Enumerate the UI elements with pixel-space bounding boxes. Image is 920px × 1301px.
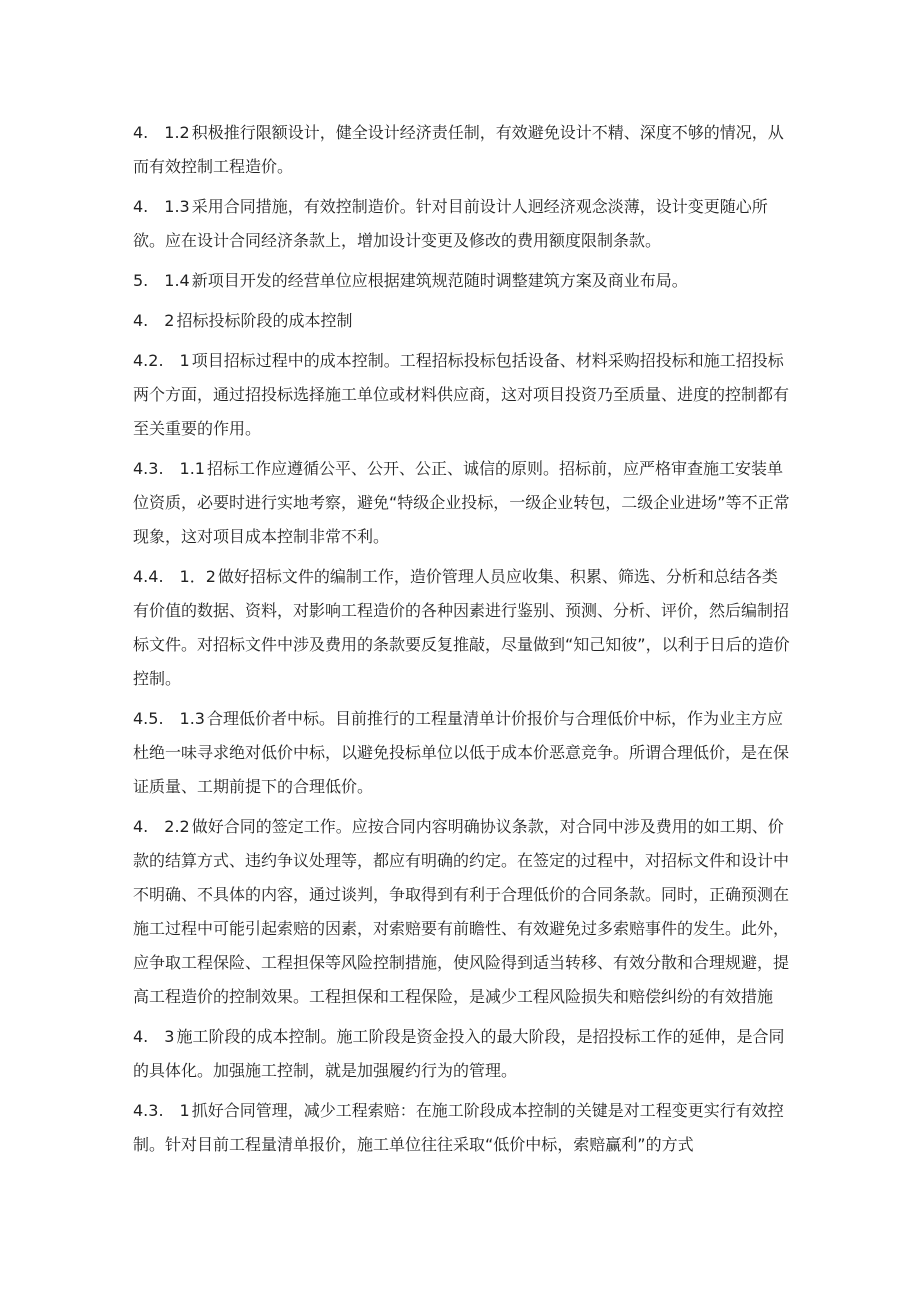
paragraph-text: 做好招标文件的编制工作，造价管理人员应收集、积累、筛选、分析和总结各类有价值的数据、资料，对影响工程造价的各种因素进行鉴别、预测、分析、评价，然后编制招标文件。对招标文件中涉及费用的条款要反复推敲，尽量做到“知己知彼”，以利于日后的造价控制。 (133, 567, 790, 688)
paragraph-number: 4. 1.3 (133, 197, 190, 216)
paragraph-4-2-1 (133, 344, 793, 446)
paragraph-5-1-4 (133, 264, 793, 298)
paragraph-4-2-2 (133, 810, 793, 1014)
paragraph-text: 采用合同措施，有效控制造价。针对目前设计人迥经济观念淡薄，设计变更随心所欲。应在设计合同经济条款上，增加设计变更及修改的费用额度限制条款。 (133, 197, 768, 250)
paragraph-number: 4. 3 (133, 1027, 175, 1046)
paragraph-number: 4. 2.2 (133, 817, 190, 836)
paragraph-number: 4.3. 1 (133, 1101, 190, 1120)
paragraph-text: 招标工作应遵循公平、公开、公正、诚信的原则。招标前，应严格审查施工安装单位资质，必要时进行实地考察，避免“特级企业投标，一级企业转包，二级企业进场”等不正常现象，这对项目成本控制非常不利。 (133, 459, 790, 546)
paragraph-number: 5. 1.4 (133, 271, 190, 290)
paragraph-text: 招标投标阶段的成本控制 (176, 311, 353, 330)
paragraph-number: 4.5. 1.3 (133, 709, 205, 728)
paragraph-number: 4. 1.2 (133, 123, 190, 142)
paragraph-number: 4. 2 (133, 311, 175, 330)
paragraph-text: 合理低价者中标。目前推行的工程量清单计价报价与合理低价中标，作为业主方应杜绝一味寻求绝对低价中标，以避免投标单位以低于成本价恶意竞争。所谓合理低价，是在保证质量、工期前提下的合理低价。 (133, 709, 790, 796)
paragraph-4-3 (133, 1020, 793, 1088)
paragraph-text: 项目招标过程中的成本控制。工程招标投标包括设备、材料采购招投标和施工招投标两个方面，通过招投标选择施工单位或材料供应商，这对项目投资乃至质量、进度的控制都有至关重要的作用。 (133, 351, 790, 438)
paragraph-number: 4.3. 1.1 (133, 459, 205, 478)
paragraph-text: 积极推行限额设计，健全设计经济责任制，有效避免设计不精、深度不够的情况，从而有效控制工程造价。 (133, 123, 784, 176)
paragraph-4-3-1-1 (133, 452, 793, 554)
paragraph-text: 做好合同的签定工作。应按合同内容明确协议条款，对合同中涉及费用的如工期、价款的结算方式、违约争议处理等，都应有明确的约定。在签定的过程中，对招标文件和设计中不明确、不具体的内容，通过谈判，争取得到有利于合理低价的合同条款。同时，正确预测在施工过程中可能引起索赔的因素，对索赔要有前瞻性、有效避免过多索赔事件的发生。此外，应争取工程保险、工程担保等风险控制措施，使风险得到适当转移、有效分散和合理规避，提高工程造价的控制效果。工程担保和工程保险，是减少工程风险损失和赔偿纠纷的有效措施 (133, 817, 790, 1006)
paragraph-text: 抓好合同管理，减少工程索赔：在施工阶段成本控制的关键是对工程变更实行有效控制。针对目前工程量清单报价，施工单位往往采取“低价中标，索赔赢利”的方式 (133, 1101, 784, 1154)
paragraph-4-1-3 (133, 190, 793, 258)
paragraph-4-4-1-2 (133, 560, 793, 696)
paragraph-number: 4.4. 1．2 (133, 567, 216, 586)
paragraph-text: 新项目开发的经营单位应根据建筑规范随时调整建筑方案及商业布局。 (191, 271, 688, 290)
paragraph-text: 施工阶段的成本控制。施工阶段是资金投入的最大阶段，是招投标工作的延伸，是合同的具体化。加强施工控制，就是加强履约行为的管理。 (133, 1027, 785, 1080)
paragraph-4-1-2 (133, 116, 793, 184)
document-body (133, 116, 793, 1168)
paragraph-4-3-1 (133, 1094, 793, 1162)
paragraph-number: 4.2. 1 (133, 351, 190, 370)
section-heading-4-2 (133, 304, 793, 338)
paragraph-4-5-1-3 (133, 702, 793, 804)
